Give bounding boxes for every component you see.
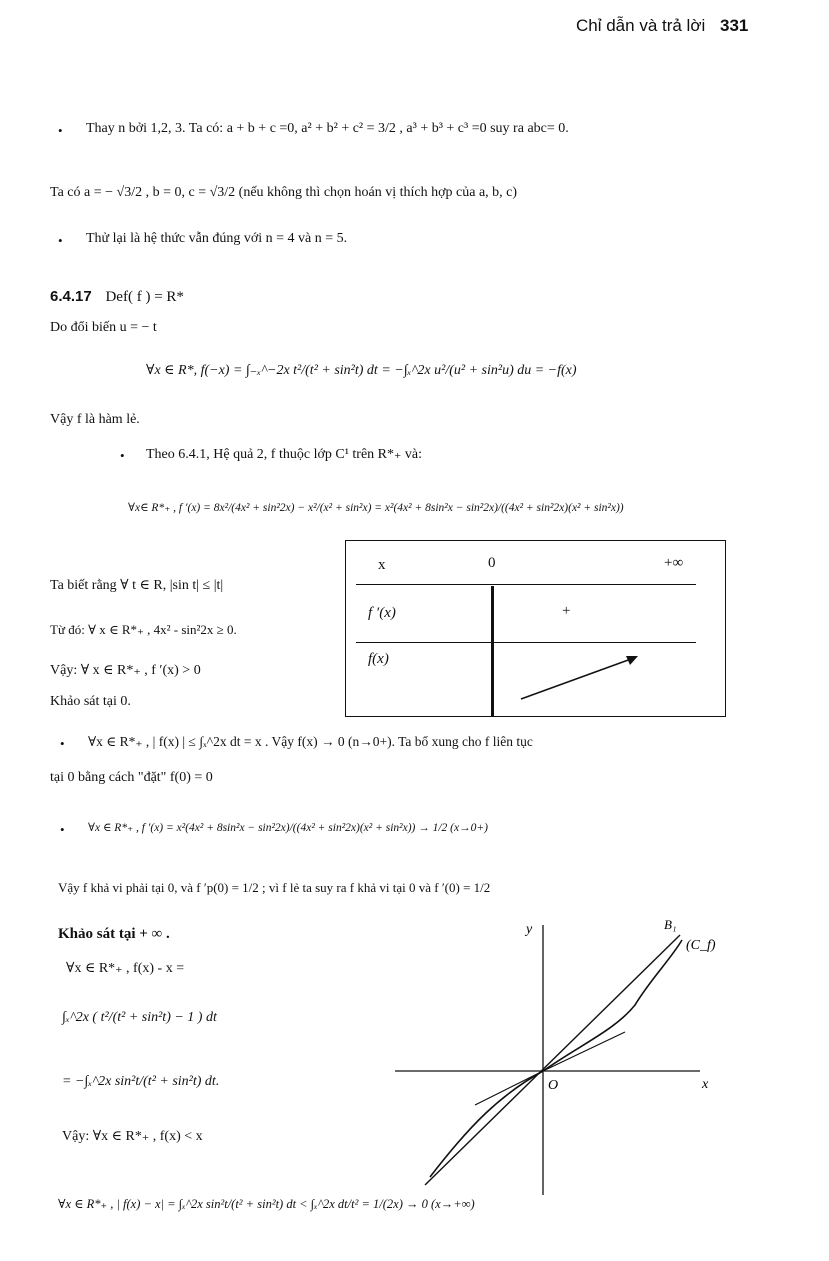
equation-integral: ∫ₓ^2x ( t²/(t² + sin²t) − 1 ) dt (62, 1010, 217, 1025)
line-kha-vi: Vậy f khả vi phải tại 0, và f ′p(0) = 1/2 ; vì f lẻ ta suy ra f khả vi tại 0 và f ′(0) = 1/2 (58, 880, 491, 895)
graph-origin-label: O (548, 1078, 559, 1093)
var-line-1 (356, 584, 696, 585)
line-dat-f0: tại 0 bằng cách "đặt" f(0) = 0 (50, 770, 213, 785)
bullet-icon: • (58, 233, 63, 248)
line-fx-less-x: Vậy: ∀x ∈ R*₊ , f(x) < x (62, 1129, 203, 1144)
line-biet-rang: Ta biết rằng ∀ t ∈ R, |sin t| ≤ |t| (50, 578, 224, 593)
line-y-eq-x (425, 935, 680, 1185)
var-fprime-label: f ′(x) (368, 605, 396, 621)
function-graph (380, 905, 820, 1205)
heading-khao-sat-inf: Khảo sát tại + ∞ . (58, 926, 170, 942)
var-fprime-sign: + (562, 603, 571, 619)
section-number: 6.4.17 (50, 288, 92, 305)
running-header (576, 16, 748, 36)
line-ta-co: Ta có a = − √3/2 , b = 0, c = √3/2 (nếu không thì chọn hoán vị thích hợp của a, b, c) (50, 185, 518, 200)
header-title: Chỉ dẫn và trả lời (576, 16, 706, 35)
bullet-icon: • (60, 736, 65, 751)
equation-derivative: ∀x∈ R*₊ , f ′(x) = 8x²/(4x² + sin²2x) − x²/(x² + sin²x) = x²(4x² + 8sin²x − sin²2x)/((4x² + sin²2x)(x² + sin²x)) (128, 502, 624, 514)
line-theo-641: Theo 6.4.1, Hệ quả 2, f thuộc lớp C¹ trên R*₊ và: (146, 447, 422, 462)
var-line-2 (356, 642, 696, 643)
equation-odd: ∀x ∈ R*, f(−x) = ∫₋ₓ^−2x t²/(t² + sin²t) dt = −∫ₓ^2x u²/(u² + sin²u) du = −f(x) (146, 363, 577, 378)
var-x-inf: +∞ (664, 555, 684, 571)
line-thu-lai: Thử lại là hệ thức vẫn đúng với n = 4 và n = 5. (86, 231, 348, 246)
equation-final: ∀x ∈ R*₊ , | f(x) − x| = ∫ₓ^2x sin²t/(t² + sin²t) dt < ∫ₓ^2x dt/t² = 1/(2x) → 0 (x→+∞) (58, 1197, 475, 1211)
line-khao-sat-0: Khảo sát tại 0. (50, 694, 131, 709)
section-def: Def( f ) = R* (105, 289, 184, 305)
line-tu-do: Từ đó: ∀ x ∈ R*₊ , 4x² - sin²2x ≥ 0. (50, 622, 237, 637)
var-f-label: f(x) (368, 651, 389, 667)
graph-y-label: y (526, 922, 533, 937)
equation-limit: ∀x ∈ R*₊ , f ′(x) = x²(4x² + 8sin²x − sin²2x)/((4x² + sin²2x)(x² + sin²x)) → 1/2 (x→0+) (88, 822, 488, 834)
increase-arrow-icon (516, 651, 646, 703)
line-vay-fprime: Vậy: ∀ x ∈ R*₊ , f ′(x) > 0 (50, 663, 201, 678)
page-number: 331 (720, 16, 749, 35)
curve-cf (430, 940, 682, 1177)
line-fx-minus-x: ∀x ∈ R*₊ , f(x) - x = (66, 961, 185, 976)
variation-table (345, 540, 726, 717)
bullet-icon: • (120, 448, 125, 463)
var-x-label: x (378, 557, 386, 573)
line-doi-bien: Do đổi biến u = − t (50, 320, 157, 335)
graph-b1-label: B₁ (664, 917, 677, 932)
line-ham-le: Vậy f là hàm lẻ. (50, 412, 140, 427)
equation-neg-integral: = −∫ₓ^2x sin²t/(t² + sin²t) dt. (62, 1074, 220, 1089)
bullet-icon: • (58, 123, 63, 138)
section-heading (50, 288, 184, 306)
var-x-zero: 0 (488, 555, 496, 571)
line-bound: ∀x ∈ R*₊ , | f(x) | ≤ ∫ₓ^2x dt = x . Vậy f(x) → 0 (n→0+). Ta bổ xung cho f liên tục (88, 734, 533, 749)
line-thay-n: Thay n bởi 1,2, 3. Ta có: a + b + c =0, a² + b² + c² = 3/2 , a³ + b³ + c³ =0 suy ra abc= 0. (86, 121, 569, 136)
tangent-line (475, 1032, 625, 1105)
graph-curve-label: (C_f) (686, 938, 716, 953)
graph-x-label: x (702, 1077, 709, 1092)
bullet-icon: • (60, 822, 65, 837)
var-zero-bar (491, 586, 494, 716)
